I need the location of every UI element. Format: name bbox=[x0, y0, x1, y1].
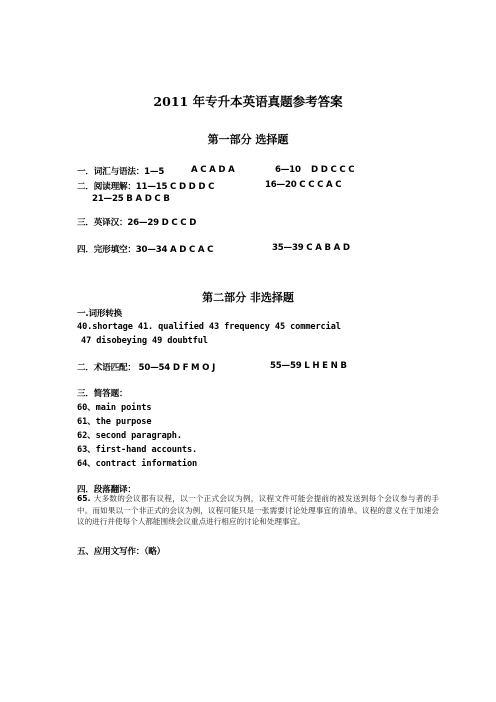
s1-line1: 40.shortage 41. qualified 43 frequency 45 commercial bbox=[77, 322, 341, 332]
page-title: 2011 年专升本英语真题参考答案 bbox=[153, 94, 343, 109]
s4-number: 65. bbox=[77, 494, 91, 503]
q1-answers-label-6-10: 6—10 bbox=[275, 165, 301, 175]
q2-answers-16-20: 16—20 C C C A C bbox=[265, 180, 342, 190]
s1-title: 一.词形转换 bbox=[77, 309, 123, 319]
q4-answers-30-34: 四．完形填空：30—34 A D C A C bbox=[77, 245, 214, 255]
q2-answers-21-25: 21—25 B A D C B bbox=[92, 194, 170, 204]
s3-title: 三．简答题： bbox=[77, 389, 128, 399]
q4-answers-35-39: 35—39 C A B A D bbox=[272, 243, 350, 253]
q2-label: 二．阅读理解：11—15 C D D D C bbox=[77, 182, 215, 192]
q1-answers-6-10: D D C C C bbox=[311, 165, 355, 175]
s5-title: 五、应用文写作：（略） bbox=[77, 547, 166, 557]
s2-answers-55-59: 55—59 L H E N B bbox=[270, 361, 347, 371]
s3-item: 61、the purpose bbox=[77, 417, 152, 427]
s3-item: 60、main points bbox=[77, 403, 152, 413]
s3-item: 62、second paragraph. bbox=[77, 431, 182, 441]
s3-item: 64、contract information bbox=[77, 459, 198, 469]
q1-answers-1-5: A C A D A bbox=[191, 165, 235, 175]
s4-title: 四．段落翻译： bbox=[77, 485, 136, 495]
part1-heading: 第一部分 选择题 bbox=[207, 133, 289, 146]
s4-paragraph bbox=[77, 493, 439, 528]
s1-line2: 47 disobeying 49 doubtful bbox=[81, 336, 208, 346]
s4-text: 大多数的会议都有议程，以一个正式会议为例，议程文件可能会提前的被发送到每个会议参与者的手中。而如果以一个非正式的会议为例，议程可能只是一张需要讨论处理事宜的清单。议程的意义在于加速会议的进行并使每个人都能围绕会议重点进行相应的讨论和处理事宜。 bbox=[77, 494, 439, 526]
s3-item: 63、first-hand accounts. bbox=[77, 445, 198, 455]
q3-answers: 三．英译汉：26—29 D C C D bbox=[77, 218, 197, 228]
part2-heading: 第二部分 非选择题 bbox=[202, 291, 294, 304]
s2-answers-50-54: 二．术语匹配： 50—54 D F M O J bbox=[77, 363, 216, 373]
q1-label: 一．词汇与语法：1—5 bbox=[77, 167, 165, 177]
